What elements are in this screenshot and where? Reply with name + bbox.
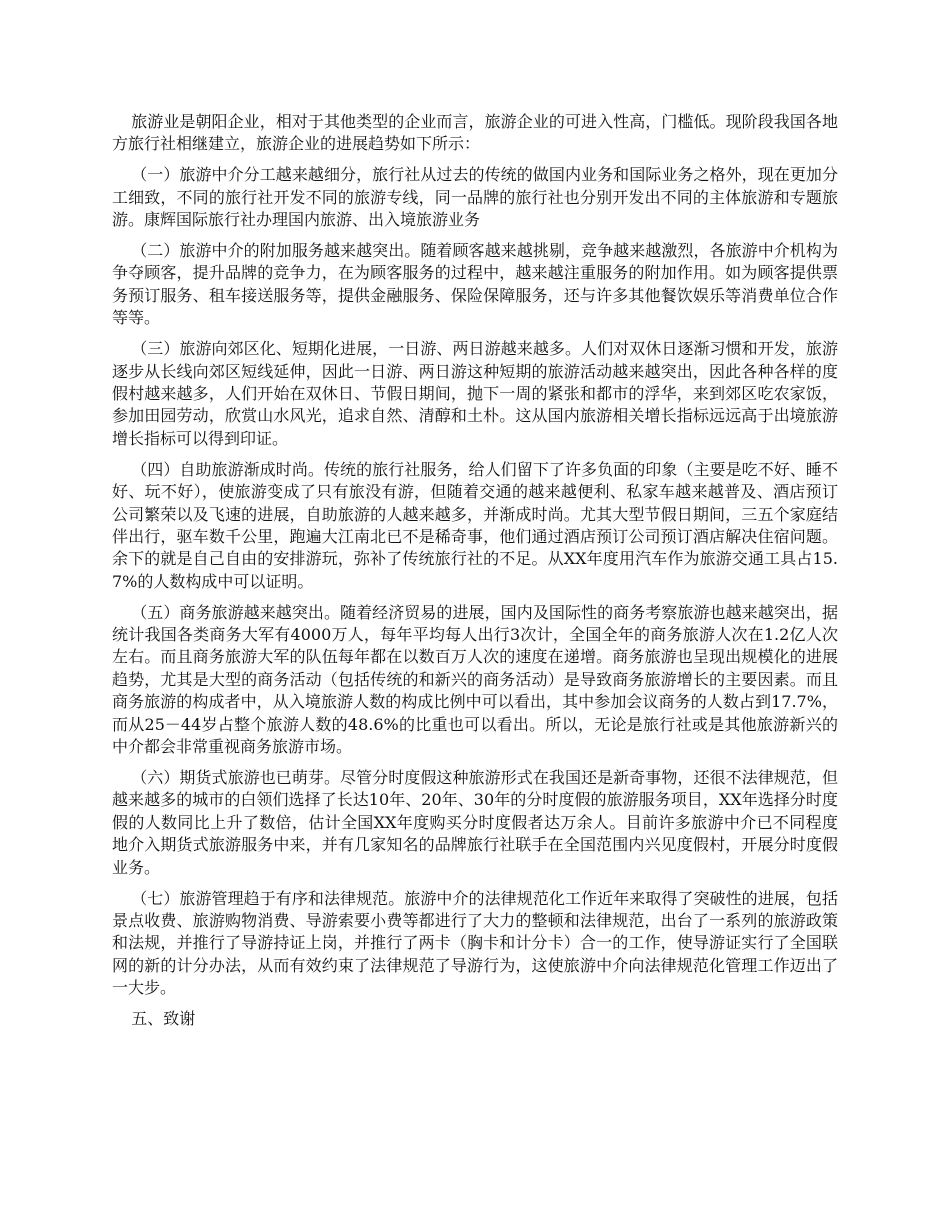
trend-7-paragraph: （七）旅游管理趋于有序和法律规范。旅游中介的法律规范化工作近年来取得了突破性的进展，包括景点收费、旅游购物消费、导游索要小费等都进行了大力的整顿和法律规范，出台了一系列的旅游政策和法规，并推行了导游持证上岗，并推行了两卡（胸卡和计分卡）合一的工作，使导游证实行了全国联网的新的计分办法，从而有效约束了法律规范了导游行为，这使旅游中介向法律规范化管理工作迈出了一大步。: [112, 888, 838, 998]
document-page: [112, 111, 838, 1039]
trend-2-paragraph: （二）旅游中介的附加服务越来越突出。随着顾客越来越挑剔，竞争越来越激烈，各旅游中介机构为争夺顾客，提升品牌的竞争力，在为顾客服务的过程中，越来越注重服务的附加作用。如为顾客提供票务预订服务、租车接送服务等，提供金融服务、保险保障服务，还与许多其他餐饮娱乐等消费单位合作等等。: [112, 241, 838, 328]
section-heading-acknowledgements: 五、致谢: [131, 1009, 196, 1029]
trend-6-paragraph: （六）期货式旅游也已萌芽。尽管分时度假这种旅游形式在我国还是新奇事物，还很不法律规范，但越来越多的城市的白领们选择了长达10年、20年、30年的分时度假的旅游服务项目，XX年选择分时度假的人数同比上升了数倍，估计全国XX年度购买分时度假者达万余人。目前许多旅游中介已不同程度地介入期货式旅游服务中来，并有几家知名的品牌旅行社联手在全国范围内兴见度假村，开展分时度假业务。: [112, 767, 838, 877]
trend-1-paragraph: （一）旅游中介分工越来越细分，旅行社从过去的传统的做国内业务和国际业务之格外，现在更加分工细致，不同的旅行社开发不同的旅游专线，同一品牌的旅行社也分别开发出不同的主体旅游和专题旅游。康辉国际旅行社办理国内旅游、出入境旅游业务: [112, 165, 838, 230]
trend-3-paragraph: （三）旅游向郊区化、短期化进展，一日游、两日游越来越多。人们对双休日逐渐习惯和开发，旅游逐步从长线向郊区短线延伸，因此一日游、两日游这种短期的旅游活动越来越突出，因此各种各样的度假村越来越多，人们开始在双休日、节假日期间，抛下一周的紧张和都市的浮华，来到郊区吃农家饭，参加田园劳动，欣赏山水风光，追求自然、清醇和土朴。这从国内旅游相关增长指标远远高于出境旅游增长指标可以得到印证。: [112, 339, 838, 448]
intro-paragraph: 旅游业是朝阳企业，相对于其他类型的企业而言，旅游企业的可进入性高，门槛低。现阶段我国各地方旅行社相继建立，旅游企业的进展趋势如下所示：: [112, 112, 838, 154]
trend-4-paragraph: （四）自助旅游渐成时尚。传统的旅行社服务，给人们留下了许多负面的印象（主要是吃不好、睡不好、玩不好），使旅游变成了只有旅没有游，但随着交通的越来越便利、私家车越来越普及、酒店预订公司繁荣以及飞速的进展，自助旅游的人越来越多，并渐成时尚。尤其大型节假日期间，三五个家庭结伴出行，驱车数千公里，跑遍大江南北已不是稀奇事，他们通过酒店预订公司预订酒店解决住宿问题。余下的就是自己自由的安排游玩，弥补了传统旅行社的不足。从XX年度用汽车作为旅游交通工具占15.7%的人数构成中可以证明。: [112, 459, 838, 591]
trend-5-paragraph: （五）商务旅游越来越突出。随着经济贸易的进展，国内及国际性的商务考察旅游也越来越突出，据统计我国各类商务大军有4000万人，每年平均每人出行3次计，全国全年的商务旅游人次在1.2亿人次左右。而且商务旅游大军的队伍每年都在以数百万人次的速度在递增。商务旅游也呈现出规模化的进展趋势，尤其是大型的商务活动（包括传统的和新兴的商务活动）是导致商务旅游增长的主要因素。而且商务旅游的构成者中，从入境旅游人数的构成比例中可以看出，其中参加会议商务的人数占到17.7%，而从25－44岁占整个旅游人数的48.6%的比重也可以看出。所以，无论是旅行社或是其他旅游新兴的中介都会非常重视商务旅游市场。: [112, 602, 838, 757]
